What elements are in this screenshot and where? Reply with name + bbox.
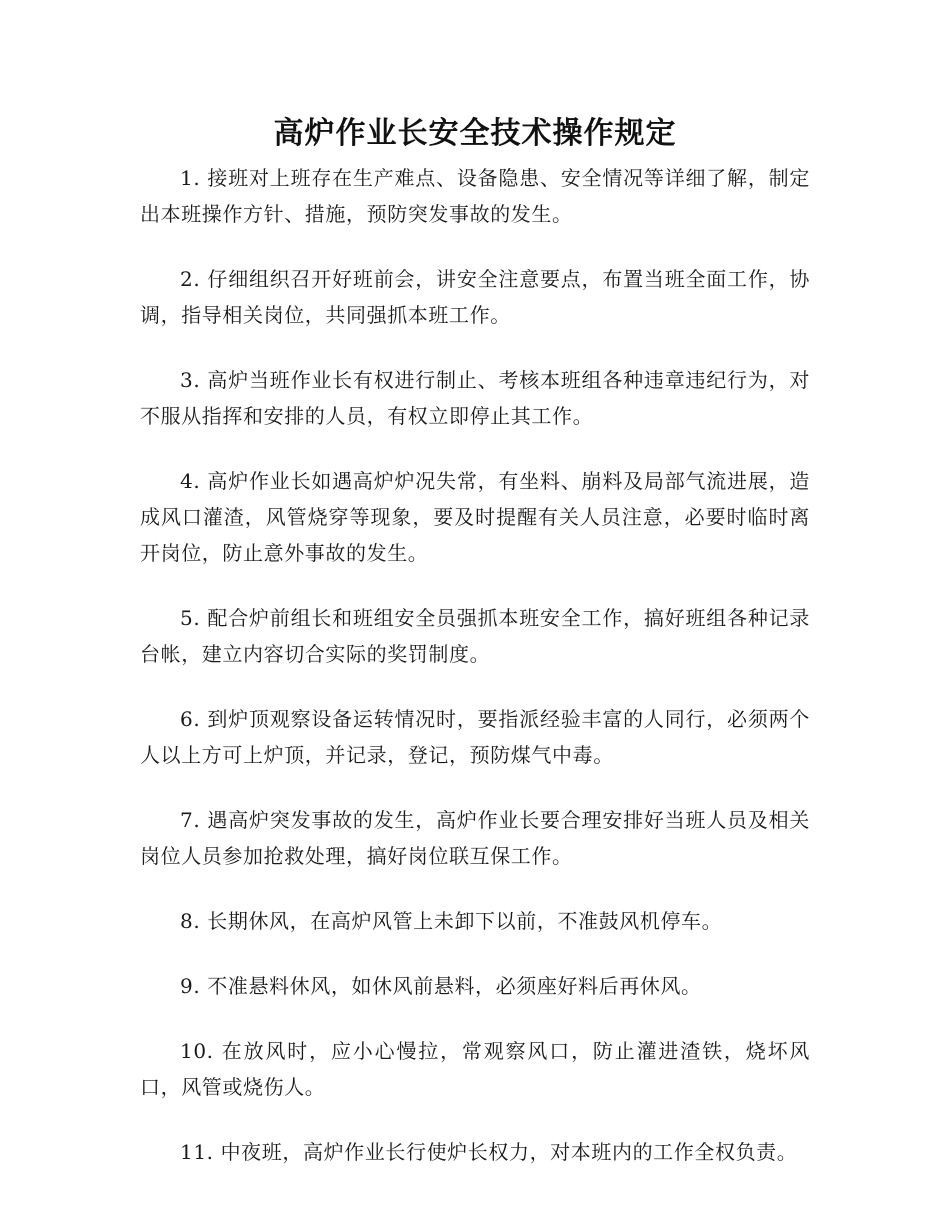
regulation-item-6: 6. 到炉顶观察设备运转情况时，要指派经验丰富的人同行，必须两个人以上方可上炉顶，并记录，登记，预防煤气中毒。 <box>140 707 810 767</box>
regulation-item-11: 11. 中夜班，高炉作业长行使炉长权力，对本班内的工作全权负责。 <box>180 1140 798 1164</box>
regulation-item-1: 1. 接班对上班存在生产难点、设备隐患、安全情况等详细了解，制定出本班操作方针、措施，预防突发事故的发生。 <box>140 166 810 226</box>
document-title: 高炉作业长安全技术操作规定 <box>273 116 677 151</box>
regulation-item-8: 8. 长期休风，在高炉风管上未卸下以前，不准鼓风机停车。 <box>180 909 723 933</box>
regulation-item-5: 5. 配合炉前组长和班组安全员强抓本班安全工作，搞好班组各种记录台帐，建立内容切合实际的奖罚制度。 <box>140 606 810 666</box>
regulation-item-4: 4. 高炉作业长如遇高炉炉况失常，有坐料、崩料及局部气流进展，造成风口灌渣，风管烧穿等现象，要及时提醒有关人员注意，必要时临时离开岗位，防止意外事故的发生。 <box>140 469 810 565</box>
regulation-item-3: 3. 高炉当班作业长有权进行制止、考核本班组各种违章违纪行为，对不服从指挥和安排的人员，有权立即停止其工作。 <box>140 368 810 428</box>
regulation-item-9: 9. 不准悬料休风，如休风前悬料，必须座好料后再休风。 <box>180 974 702 998</box>
regulation-item-7: 7. 遇高炉突发事故的发生，高炉作业长要合理安排好当班人员及相关岗位人员参加抢救处理，搞好岗位联互保工作。 <box>140 808 810 868</box>
regulation-item-10: 10. 在放风时，应小心慢拉，常观察风口，防止灌进渣铁，烧坏风口，风管或烧伤人。 <box>140 1039 810 1099</box>
regulation-list <box>140 160 810 1170</box>
regulation-item-2: 2. 仔细组织召开好班前会，讲安全注意要点，布置当班全面工作，协调，指导相关岗位，共同强抓本班工作。 <box>140 267 810 327</box>
